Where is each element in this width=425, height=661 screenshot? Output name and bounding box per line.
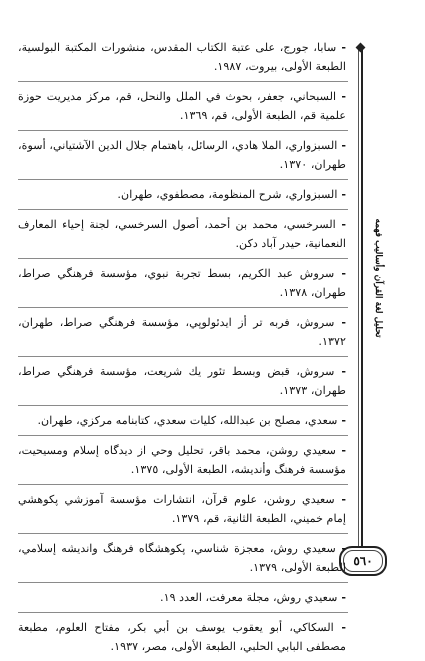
- bibliography-entry: - السكاكي، أبو يعقوب يوسف بن أبي بكر، مفتاح العلوم، مطبعة مصطفى البابي الحلبي، الطبعة الأولى، مصر، ١٩٣٧.: [18, 620, 347, 653]
- bibliography-entry: - السرخسي، محمد بن أحمد، أصول السرخسي، لجنة إحياء المعارف النعمانية، حيدر آباد دكن.: [18, 217, 346, 250]
- bibliography-entry: - السبزواري، الملا هادي، الرسائل، باهتمام جلال الدين الآشتياني، أسوة، طهران، ١٣٧٠.: [18, 138, 346, 171]
- margin-rule-inner: [358, 46, 359, 554]
- page-number: ٥٦٠: [353, 554, 373, 568]
- entry-divider: [18, 81, 348, 82]
- running-head: تحليل لغة القرآن وأساليب فهمه: [373, 218, 383, 338]
- bibliography-entry: - سعدي، مصلح بن عبدالله، كليات سعدي، كتابنامه مركزي، طهران.: [37, 413, 346, 427]
- entry-divider: [18, 209, 348, 210]
- bibliography-entry: - سروش عبد الكريم، بسط تجربة نبوي، مؤسسة فرهنگي صراط، طهران، ١٣٧٨.: [18, 266, 346, 299]
- entry-divider: [18, 435, 348, 436]
- bibliography-entry: - سابا، جورج، على عتبة الكتاب المقدس، منشورات المكتبة البولسية، الطبعة الأولى، بيروت، ١٩٨٧.: [18, 40, 346, 73]
- bibliography-list: [18, 38, 348, 661]
- entry-divider: [18, 307, 348, 308]
- bibliography-entry: - سعيدي روشن، علوم قرآن، انتشارات مؤسسة آموزشي پكوهشي إمام خميني، الطبعة الثانية، قم، ١٣٧٩.: [18, 492, 346, 525]
- entry-divider: [18, 612, 348, 613]
- bibliography-entry: - سعيدي روش، معجزة شناسي، پكوهشگاه فرهنگ وانديشه إسلامي، الطبعة الأولى، ١٣٧٩.: [18, 541, 346, 574]
- entry-divider: [18, 130, 348, 131]
- margin-rule: [361, 46, 363, 554]
- bibliography-entry: - السبزواري، شرح المنظومة، مصطفوي، طهران.: [117, 187, 346, 201]
- entry-divider: [18, 356, 348, 357]
- entry-divider: [18, 533, 348, 534]
- entry-divider: [18, 484, 348, 485]
- bibliography-entry: - سعيدي روش، مجلة معرفت، العدد ١٩.: [160, 590, 346, 604]
- bibliography-entry: - سروش، فربه تر أز ايدئولوپي، مؤسسة فرهنگي صراط، طهران، ١٣٧٢.: [18, 315, 346, 348]
- bibliography-entry: - سروش، قبض وبسط تئور يك شريعت، مؤسسة فرهنگي صراط، طهران، ١٣٧٣.: [18, 364, 346, 397]
- entry-divider: [18, 179, 348, 180]
- entry-divider: [18, 582, 348, 583]
- entry-divider: [18, 258, 348, 259]
- bibliography-entry: - سعيدي روشن، محمد باقر، تحليل وحي از ديدگاه إسلام ومسيحيت، مؤسسة فرهنگ وأنديشه، الطبعة الأولى، ١٣٧٥.: [18, 443, 346, 476]
- bibliography-entry: - السبحاني، جعفر، بحوث في الملل والنحل، قم، مركز مديريت حوزة علمية قم، الطبعة الأولى، قم، ١٣٦٩.: [18, 89, 346, 122]
- entry-divider: [18, 405, 348, 406]
